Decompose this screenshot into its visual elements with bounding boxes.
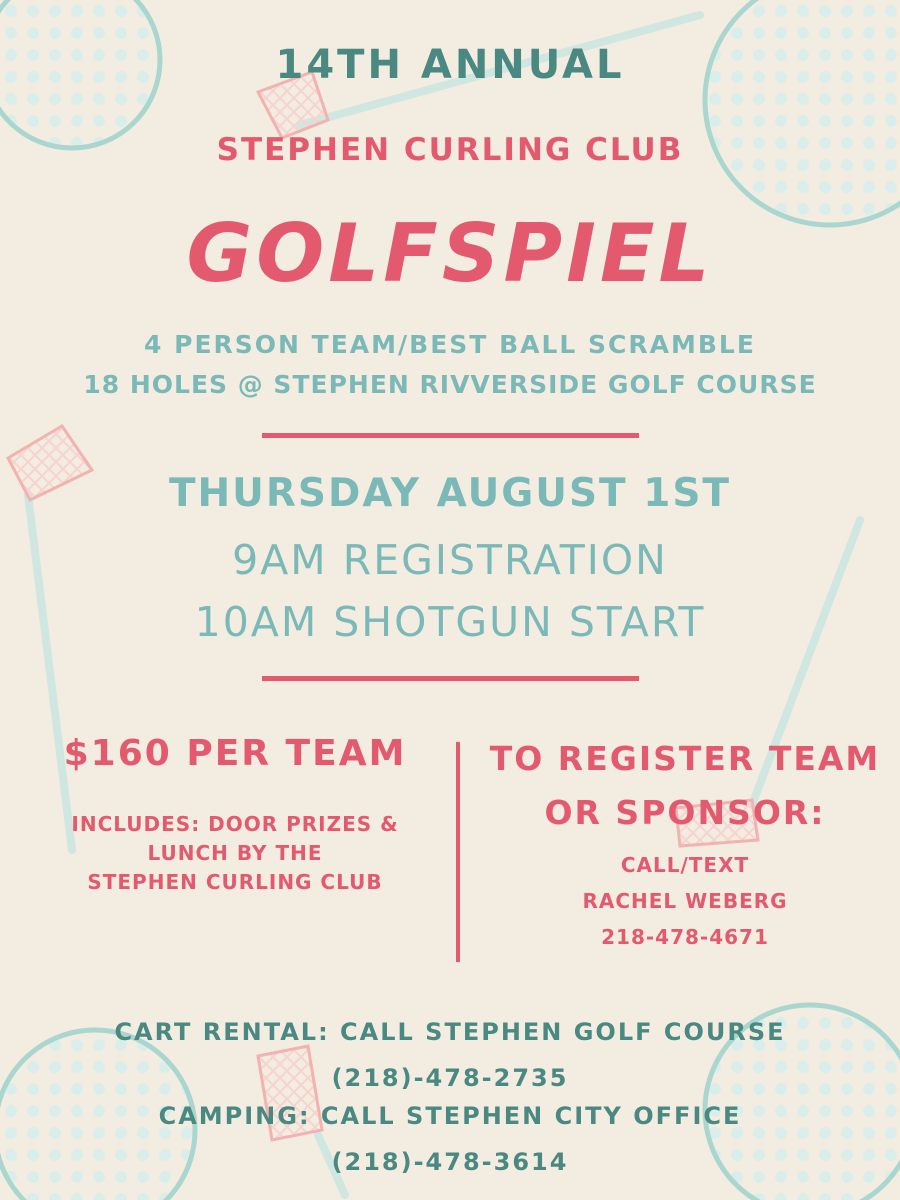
registration-time: 9AM REGISTRATION <box>232 536 668 584</box>
format-line-1: 4 PERSON TEAM/BEST BALL SCRAMBLE <box>144 330 756 359</box>
start-time: 10AM SHOTGUN START <box>194 598 706 646</box>
divider <box>262 433 639 438</box>
register-contact <box>470 847 900 955</box>
contact-name: RACHEL WEBERG <box>582 889 788 913</box>
price-includes <box>25 810 445 897</box>
register-heading <box>470 732 900 840</box>
event-title: GOLFSPIEL <box>186 207 714 300</box>
register-heading-line: TO REGISTER TEAM <box>489 739 881 778</box>
club-name: STEPHEN CURLING CLUB <box>216 132 684 168</box>
event-date: THURSDAY AUGUST 1ST <box>168 471 732 516</box>
cart-rental-phone: (218)-478-2735 <box>331 1064 569 1092</box>
golf-ball-icon <box>705 0 900 225</box>
contact-method: CALL/TEXT <box>620 853 750 877</box>
includes-line: STEPHEN CURLING CLUB <box>87 870 383 894</box>
cart-rental-info: CART RENTAL: CALL STEPHEN GOLF COURSE <box>114 1018 786 1046</box>
team-price: $160 PER TEAM <box>63 733 407 774</box>
camping-info: CAMPING: CALL STEPHEN CITY OFFICE <box>158 1102 742 1130</box>
column-divider <box>456 742 460 962</box>
divider <box>262 676 639 681</box>
includes-line: LUNCH BY THE <box>147 841 323 865</box>
contact-phone: 218-478-4671 <box>601 925 769 949</box>
annual-heading: 14TH ANNUAL <box>275 42 625 88</box>
includes-line: INCLUDES: DOOR PRIZES & <box>71 812 399 836</box>
format-line-2: 18 HOLES @ STEPHEN RIVVERSIDE GOLF COURSE <box>83 370 817 399</box>
register-heading-line: OR SPONSOR: <box>544 793 826 832</box>
camping-phone: (218)-478-3614 <box>331 1148 569 1176</box>
